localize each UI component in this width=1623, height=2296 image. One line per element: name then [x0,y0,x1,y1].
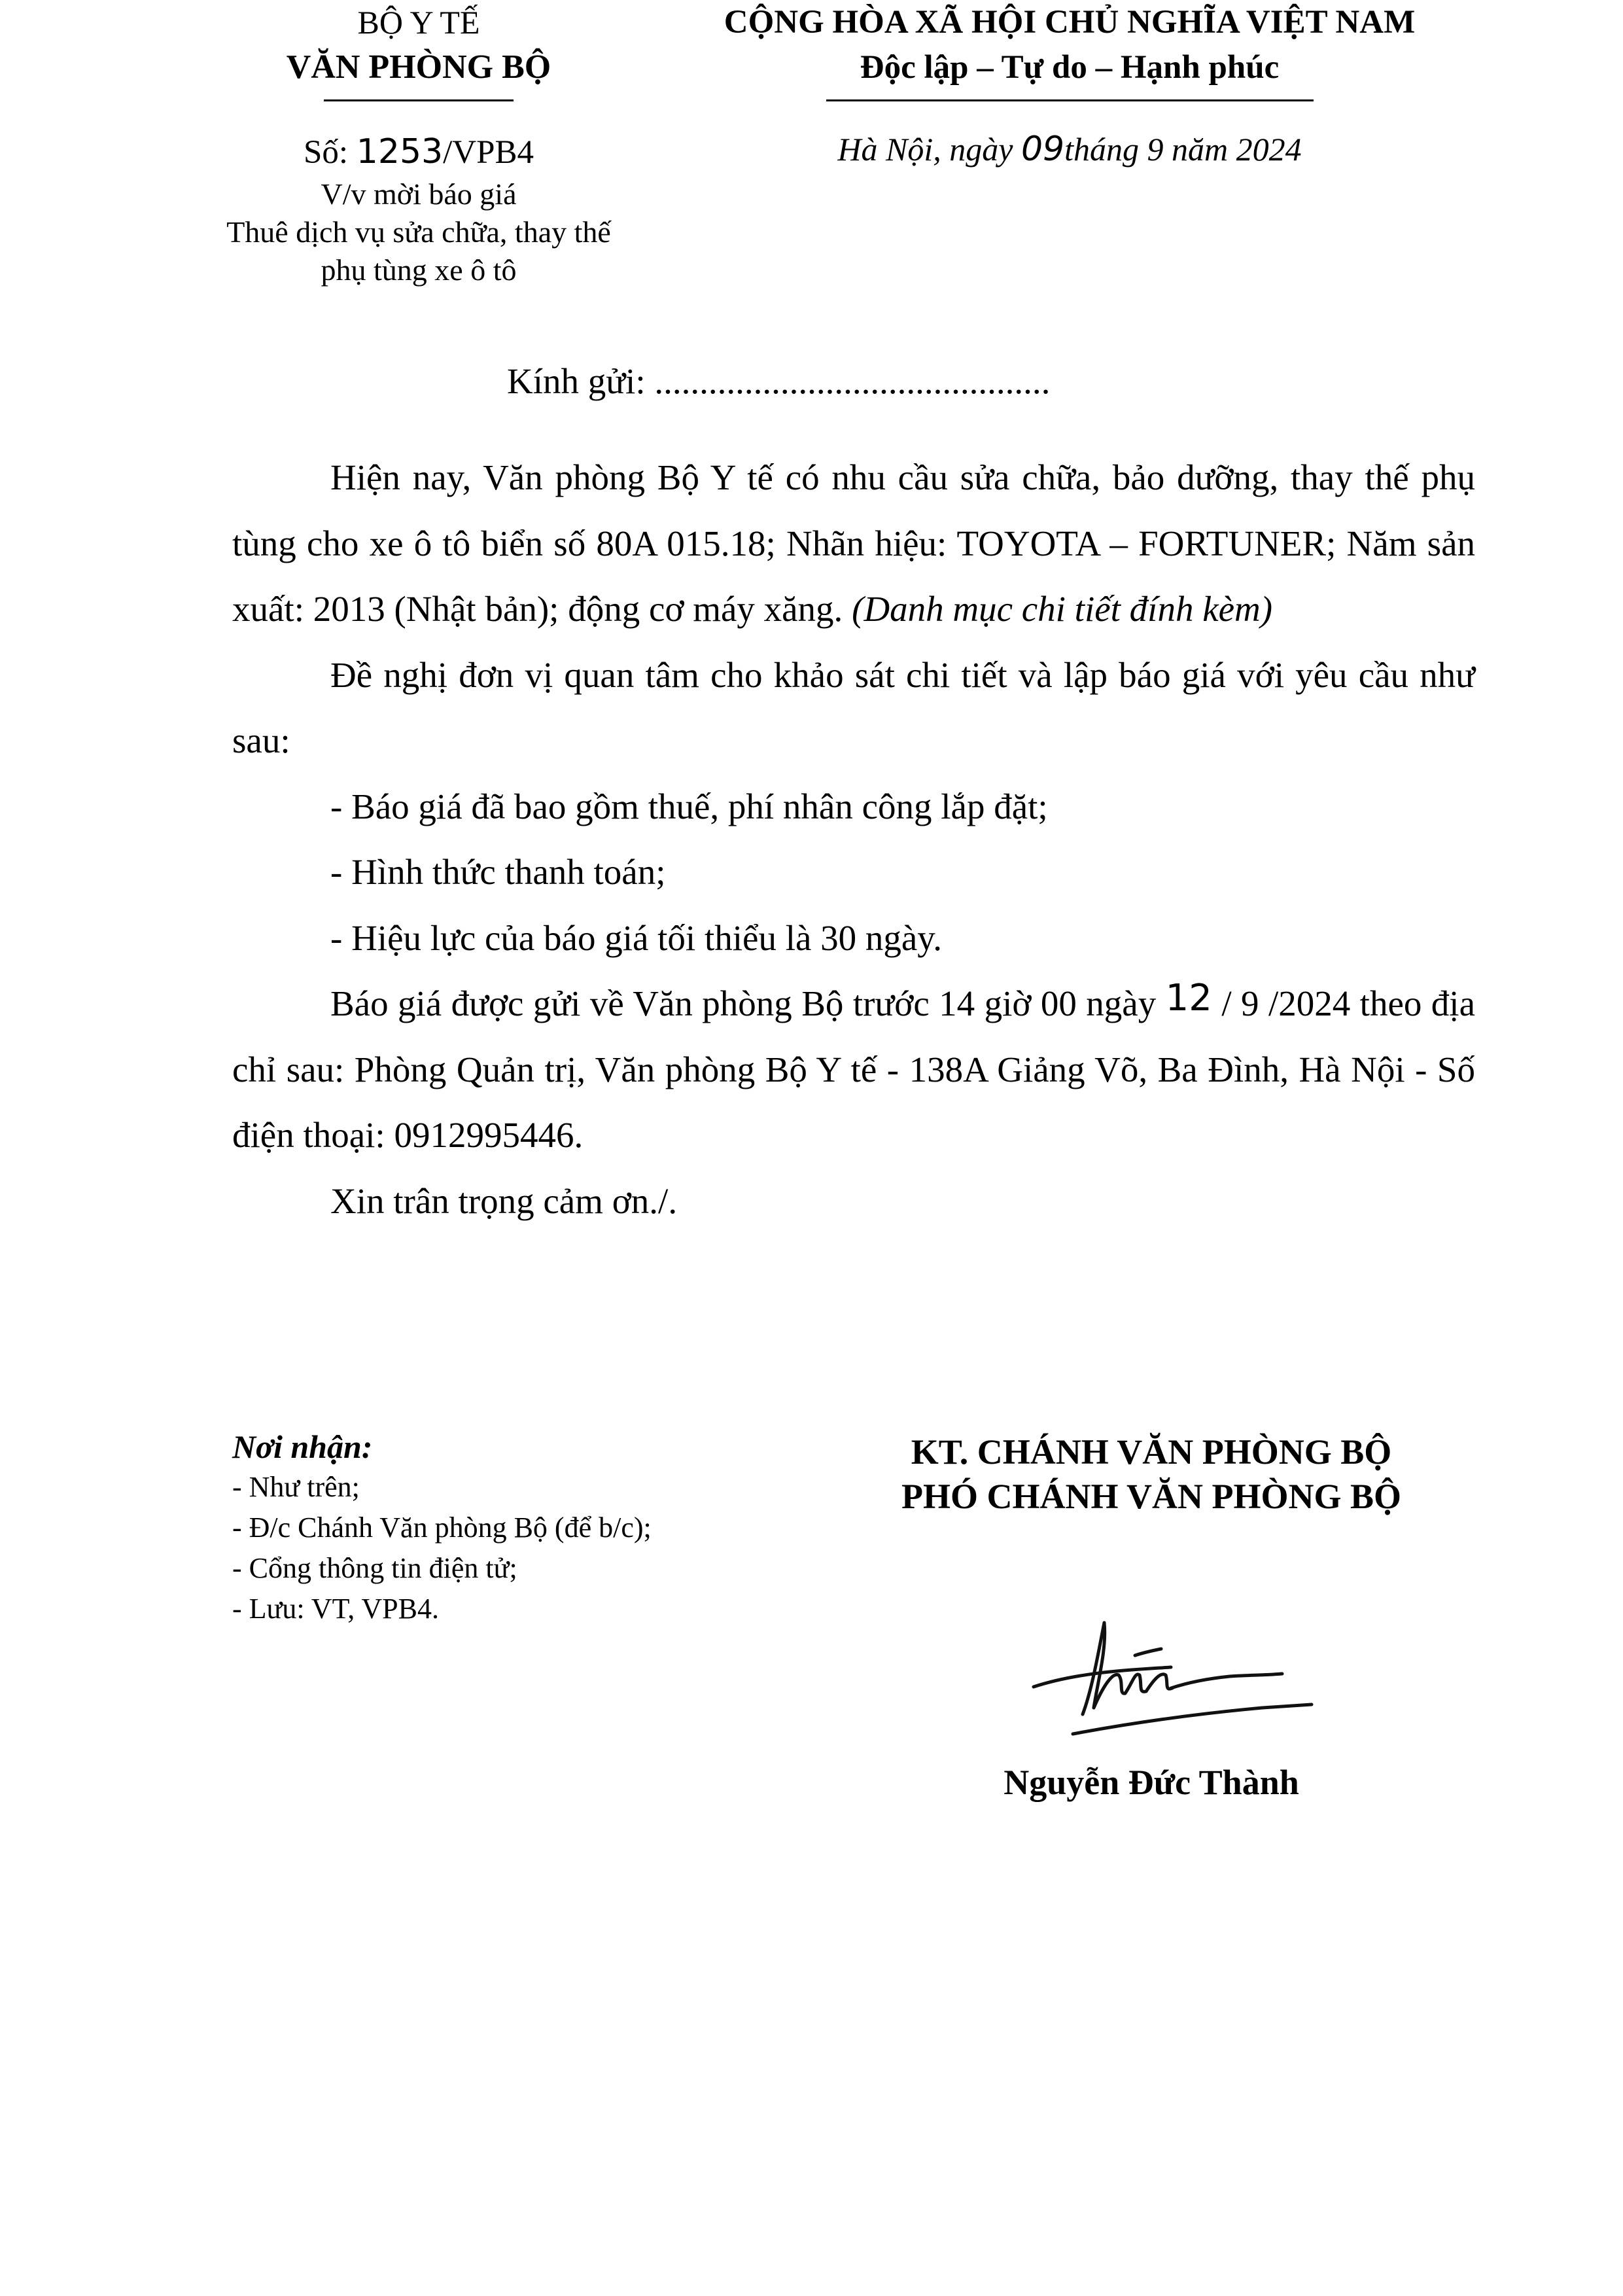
recipient-item: - Đ/c Chánh Văn phòng Bộ (để b/c); [232,1511,652,1544]
body-paragraph [232,971,1475,1169]
ministry-name: BỘ Y TẾ [357,4,480,41]
signer-role-line1: KT. CHÁNH VĂN PHÒNG BỘ [911,1432,1392,1472]
recipients-block [232,1426,821,1629]
issuing-authority [183,0,654,101]
deadline-day: 12 [1165,977,1212,1019]
signer-role-line2: PHÓ CHÁNH VĂN PHÒNG BỘ [901,1477,1401,1516]
date-day: 09 [1021,130,1065,169]
national-motto: Độc lập – Tự do – Hạnh phúc [860,49,1280,86]
paragraph-text: Báo giá được gửi về Văn phòng Bộ trước 14 giờ 00 ngày [330,983,1166,1023]
date-prefix: Hà Nội, ngày [837,131,1021,168]
closing-line: Xin trân trọng cảm ơn./. [330,1180,678,1221]
document-number-prefix: Số: [303,134,357,171]
motto-underline [826,99,1314,101]
nation-name: CỘNG HÒA XÃ HỘI CHỦ NGHĨA VIỆT NAM [724,4,1416,41]
requirement-item: - Báo giá đã bao gồm thuế, phí nhân công lắp đặt; [330,786,1048,826]
recipients-title: Nơi nhận: [232,1428,373,1465]
recipient-item: - Lưu: VT, VPB4. [232,1593,439,1625]
signer-name: Nguyễn Đức Thành [1003,1763,1299,1802]
authority-underline [324,99,514,101]
subject-line: phụ tùng xe ô tô [321,253,517,287]
national-title [674,0,1465,101]
office-name: VĂN PHÒNG BỘ [286,48,551,86]
recipient-item: - Như trên; [232,1471,360,1503]
letter-body [232,445,1475,1234]
body-paragraph: Đề nghị đơn vị quan tâm cho khảo sát chi tiết và lập báo giá với yêu cầu như sau: [232,654,1475,760]
signature-block [831,1430,1472,1519]
recipient-item: - Cổng thông tin điện tử; [232,1552,517,1584]
subject-line: V/v mời báo giá [321,177,517,211]
document-number [183,131,654,173]
document-number-value: 1253 [356,132,444,171]
body-paragraph [232,445,1475,643]
paragraph-text: Hiện nay, Văn phòng Bộ Y tế có nhu cầu sửa chữa, bảo dưỡng, thay thế phụ tùng cho xe ô tô biển số 80A 015.18; Nhãn hiệu: TOYOTA – FORTUNER; Năm sản xuất: 2013 (Nhật bản); động cơ máy xăng. [232,457,1475,629]
document-date [674,128,1465,170]
subject-line: Thuê dịch vụ sửa chữa, thay thế [226,215,611,249]
requirement-item: - Hiệu lực của báo giá tối thiểu là 30 ngày. [330,917,942,958]
date-month-year: tháng 9 năm 2024 [1064,131,1302,168]
attachment-note: (Danh mục chi tiết đính kèm) [852,589,1273,629]
document-subject [183,175,654,289]
salutation: Kính gửi: ............................................ [507,361,1051,401]
paragraph-text: / 9 /2024 theo địa chỉ sau: Phòng Quản trị, Văn phòng Bộ Y tế - 138A Giảng Võ, Ba Đình, Hà Nội - Số điện thoại: 0912995446. [232,983,1475,1155]
requirement-item: - Hình thức thanh toán; [330,852,666,892]
handwritten-signature [1021,1610,1321,1747]
document-number-suffix: /VPB4 [443,134,534,171]
